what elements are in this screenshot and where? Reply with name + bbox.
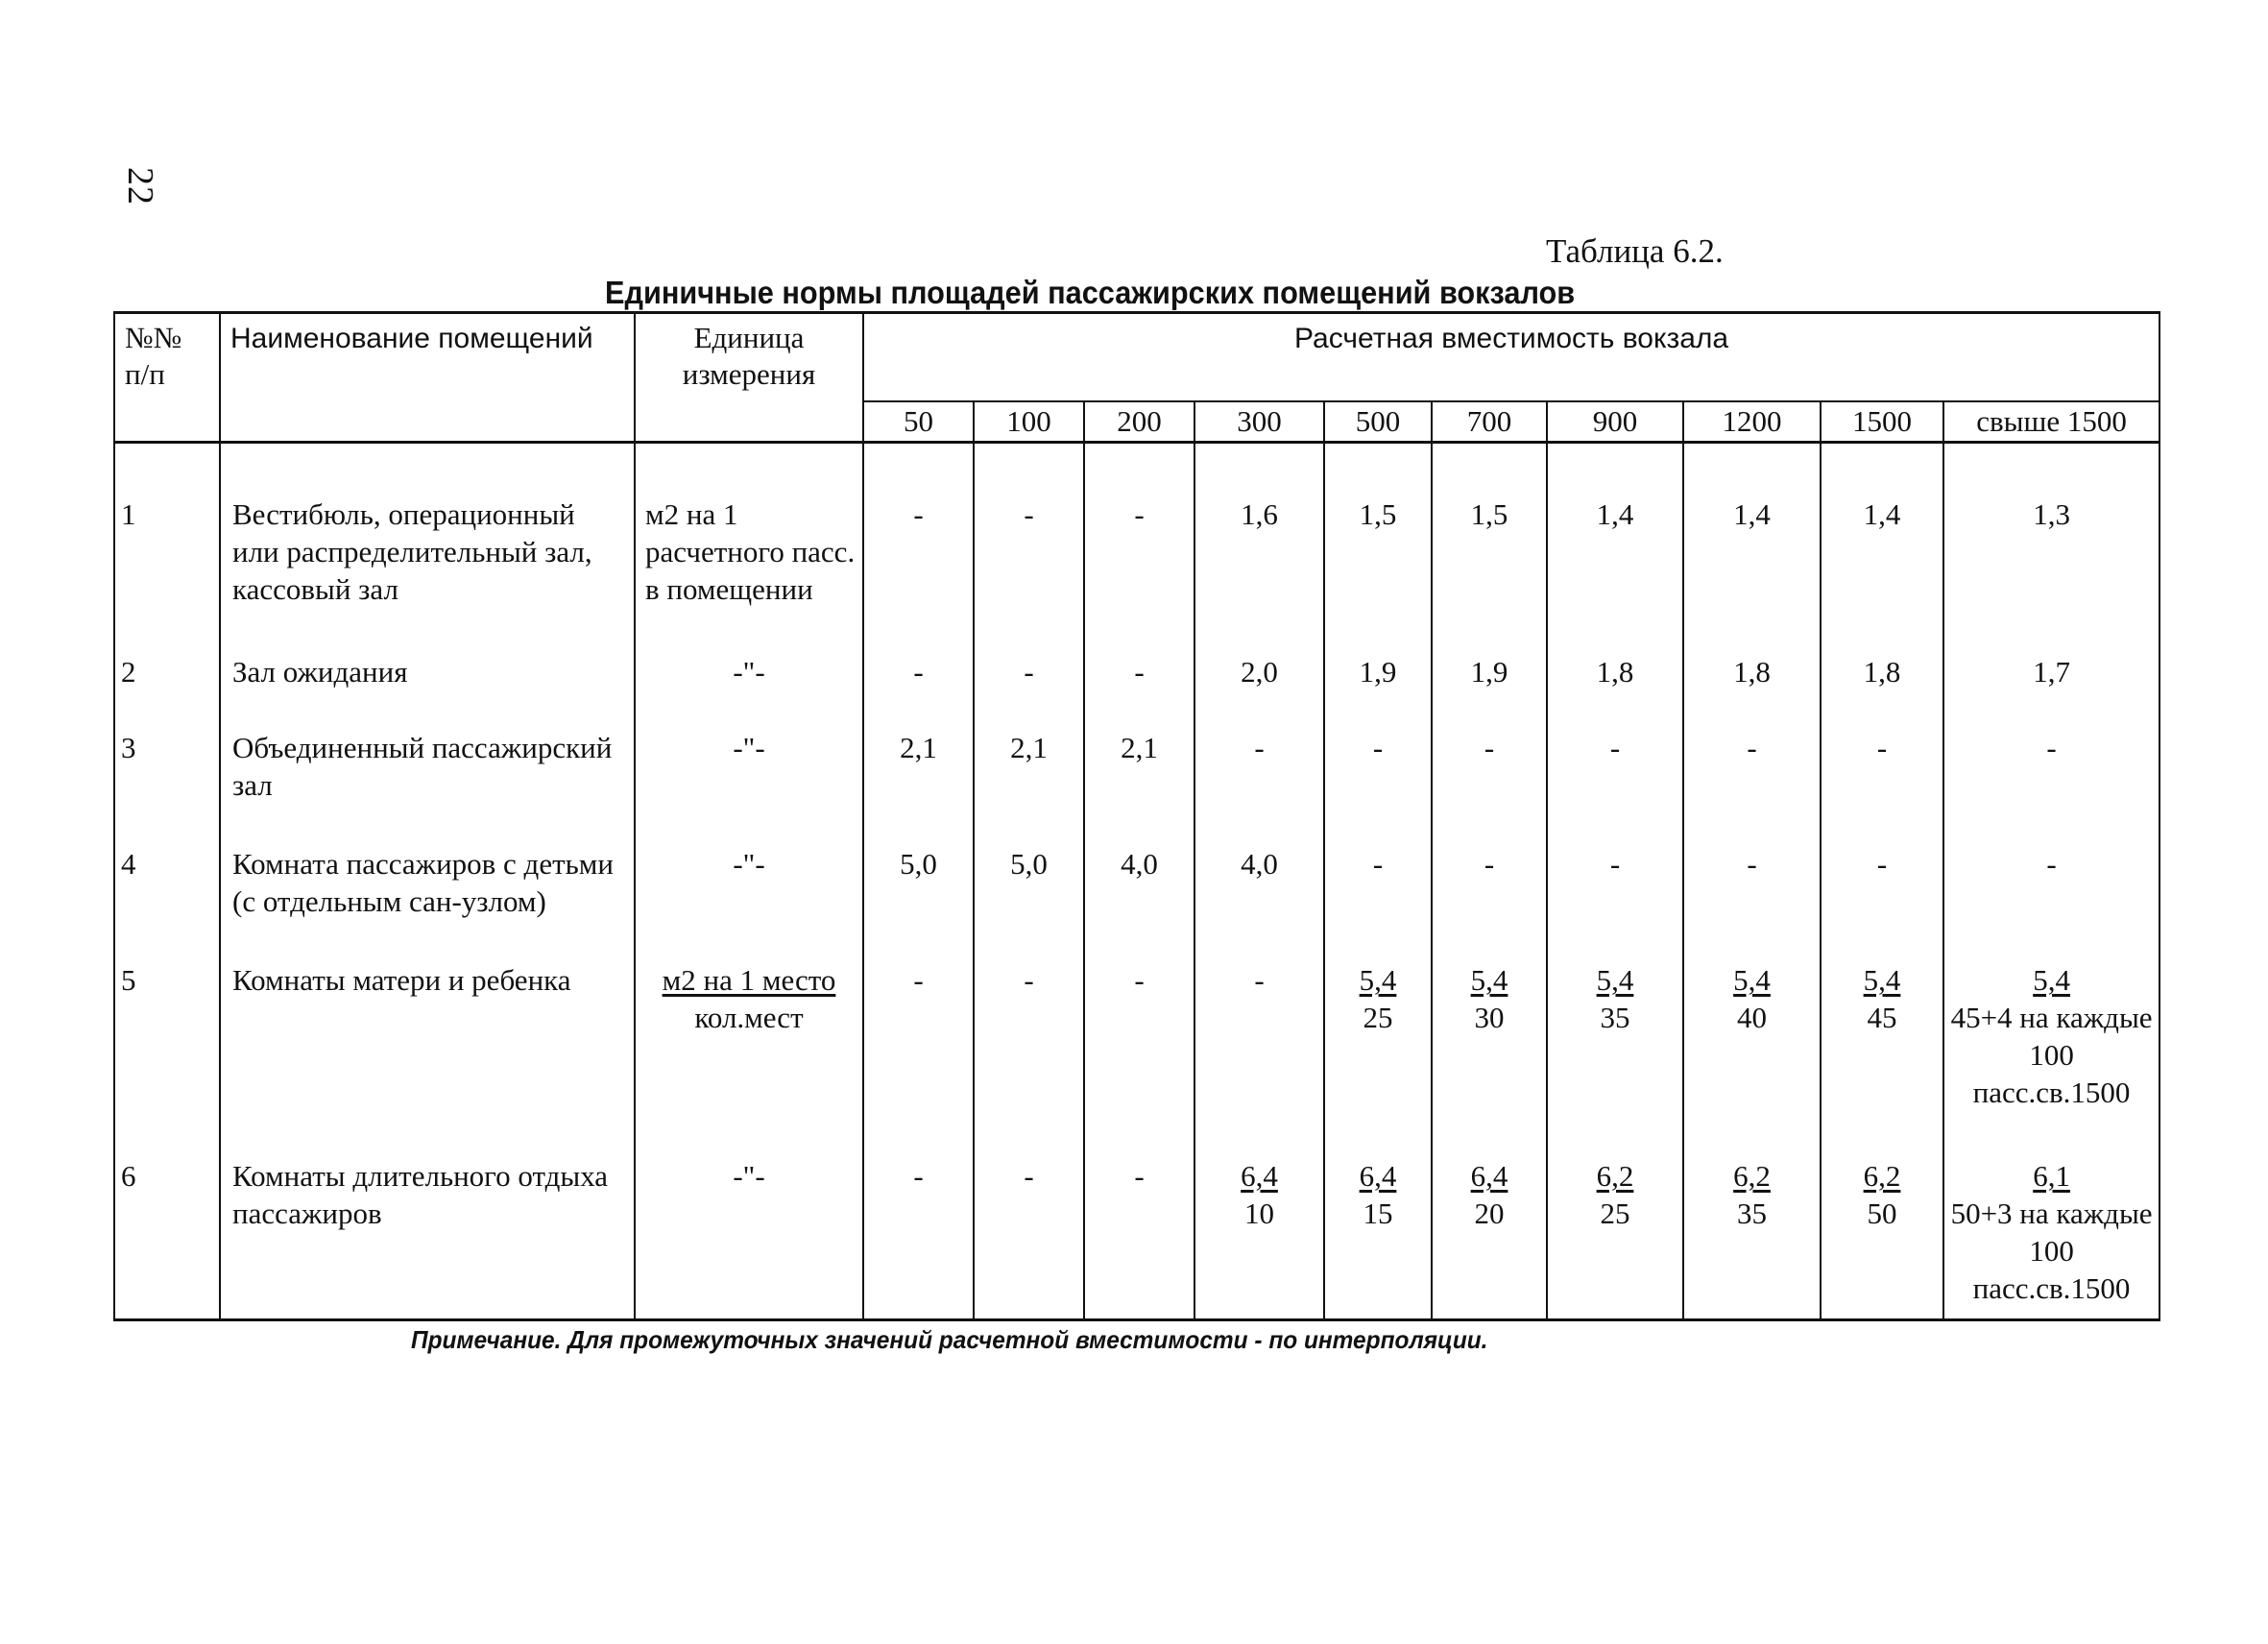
row-number: 1 — [114, 443, 220, 618]
header-capacity-value: 500 — [1324, 401, 1432, 443]
unit-cell: м2 на 1 расчетного пасс. в помещении — [635, 443, 863, 618]
table-row — [114, 927, 2159, 1123]
value-bottom: 20 — [1474, 1197, 1505, 1231]
value-cell: - — [1821, 810, 1943, 927]
value-cell: 1,9 — [1432, 618, 1547, 695]
table-row — [114, 443, 2159, 618]
value-top: 6,4 — [1241, 1159, 1278, 1194]
value-bottom: 25 — [1363, 1001, 1393, 1035]
room-name: Зал ожидания — [220, 618, 635, 695]
table-row — [114, 618, 2159, 695]
value-top: 5,4 — [1733, 963, 1771, 998]
unit-bottom: кол.мест — [694, 1001, 804, 1035]
value-cell: - — [1683, 810, 1821, 927]
header-num: №№ п/п — [114, 313, 220, 443]
value-cell: 1,4 — [1821, 443, 1943, 618]
value-cell: 4,0 — [1084, 810, 1194, 927]
value-cell: - — [1943, 694, 2159, 810]
value-cell: - — [974, 618, 1084, 695]
value-cell: - — [863, 443, 974, 618]
value-bottom: 50 — [1867, 1197, 1897, 1231]
value-cell: 1,8 — [1547, 618, 1683, 695]
value-top: 5,4 — [1863, 963, 1901, 998]
row-number: 2 — [114, 618, 220, 695]
value-cell: 2,1 — [863, 694, 974, 810]
table-row — [114, 694, 2159, 810]
header-capacity-value: свыше 1500 — [1943, 401, 2159, 443]
value-top: 6,2 — [1863, 1159, 1901, 1194]
room-name: Комнаты длительного отдыха пассажиров — [220, 1123, 635, 1319]
value-bottom: 35 — [1737, 1197, 1767, 1231]
value-top: 6,4 — [1470, 1159, 1508, 1194]
unit-top: м2 на 1 место — [662, 963, 836, 998]
value-top: 5,4 — [1470, 963, 1508, 998]
table-title: Единичные нормы площадей пассажирских помещений вокзалов — [605, 275, 1576, 310]
table-row — [114, 1123, 2159, 1319]
value-cell: - — [1084, 1123, 1194, 1319]
header-capacity-value: 700 — [1432, 401, 1547, 443]
value-top: 6,1 — [2033, 1159, 2070, 1194]
value-bottom: 30 — [1474, 1001, 1505, 1035]
header-capacity-value: 1500 — [1821, 401, 1943, 443]
value-cell — [1943, 927, 2159, 1123]
value-cell — [1324, 1123, 1432, 1319]
value-cell — [1194, 1123, 1324, 1319]
value-cell: 2,0 — [1194, 618, 1324, 695]
header-capacity-value: 300 — [1194, 401, 1324, 443]
value-cell: 2,1 — [1084, 694, 1194, 810]
header-capacity-value: 200 — [1084, 401, 1194, 443]
room-name: Объединенный пассажирский зал — [220, 694, 635, 810]
value-cell: 1,6 — [1194, 443, 1324, 618]
header-capacity-value: 100 — [974, 401, 1084, 443]
value-cell: - — [1084, 443, 1194, 618]
value-cell — [1943, 1123, 2159, 1319]
value-top: 5,4 — [1359, 963, 1397, 998]
row-number: 5 — [114, 927, 220, 1123]
room-name: Комнаты матери и ребенка — [220, 927, 635, 1123]
value-cell: - — [1547, 810, 1683, 927]
value-cell: 2,1 — [974, 694, 1084, 810]
room-name: Вестибюль, операционный или распределительный зал, кассовый зал — [220, 443, 635, 618]
value-cell: - — [1547, 694, 1683, 810]
value-cell: - — [974, 1123, 1084, 1319]
value-cell: - — [863, 1123, 974, 1319]
value-cell: - — [863, 618, 974, 695]
value-top: 6,2 — [1596, 1159, 1634, 1194]
value-cell: - — [1194, 694, 1324, 810]
value-cell: - — [1821, 694, 1943, 810]
value-bottom: 45 — [1867, 1001, 1897, 1035]
table-note: Примечание. Для промежуточных значений расчетной вместимости - по интерполяции. — [411, 1325, 1488, 1354]
value-cell — [1432, 927, 1547, 1123]
value-bottom: 15 — [1363, 1197, 1393, 1231]
value-top: 6,4 — [1359, 1159, 1397, 1194]
header-unit: Единица измерения — [635, 313, 863, 443]
table-row — [114, 810, 2159, 927]
value-cell — [1324, 927, 1432, 1123]
room-name: Комната пассажиров с детьми (с отдельным сан-узлом) — [220, 810, 635, 927]
value-cell — [1821, 927, 1943, 1123]
value-cell: 5,0 — [974, 810, 1084, 927]
row-number: 4 — [114, 810, 220, 927]
value-cell: 1,7 — [1943, 618, 2159, 695]
value-cell: - — [974, 443, 1084, 618]
unit-cell: -"- — [635, 810, 863, 927]
value-cell: - — [1084, 618, 1194, 695]
row-number: 3 — [114, 694, 220, 810]
value-cell — [1547, 927, 1683, 1123]
unit-cell: -"- — [635, 694, 863, 810]
value-bottom: 10 — [1244, 1197, 1274, 1231]
row-number: 6 — [114, 1123, 220, 1319]
value-cell — [1547, 1123, 1683, 1319]
value-cell — [1432, 1123, 1547, 1319]
value-cell: - — [1324, 810, 1432, 927]
value-top: 6,2 — [1733, 1159, 1771, 1194]
value-cell: 1,8 — [1821, 618, 1943, 695]
header-name: Наименование помещений — [220, 313, 635, 443]
value-cell: - — [863, 927, 974, 1123]
value-cell — [1683, 927, 1821, 1123]
header-capacity: Расчетная вместимость вокзала — [863, 313, 2159, 402]
value-cell: - — [1084, 927, 1194, 1123]
value-cell: 1,3 — [1943, 443, 2159, 618]
value-cell: 1,5 — [1324, 443, 1432, 618]
value-top: 5,4 — [1596, 963, 1634, 998]
page-number: 22 — [120, 167, 160, 206]
value-cell: - — [1432, 694, 1547, 810]
value-cell: 1,5 — [1432, 443, 1547, 618]
value-cell — [1821, 1123, 1943, 1319]
header-capacity-value: 900 — [1547, 401, 1683, 443]
value-cell: 5,0 — [863, 810, 974, 927]
unit-cell: -"- — [635, 1123, 863, 1319]
value-bottom: 50+3 на каждые 100 пасс.св.1500 — [1950, 1197, 2153, 1306]
value-bottom: 25 — [1600, 1197, 1630, 1231]
value-top: 5,4 — [2033, 963, 2070, 998]
value-cell — [1683, 1123, 1821, 1319]
value-cell: - — [1194, 927, 1324, 1123]
unit-cell: -"- — [635, 618, 863, 695]
value-cell: - — [1683, 694, 1821, 810]
table-label: Таблица 6.2. — [1546, 232, 1724, 270]
value-cell: 1,8 — [1683, 618, 1821, 695]
value-cell: - — [1432, 810, 1547, 927]
header-capacity-value: 50 — [863, 401, 974, 443]
header-capacity-value: 1200 — [1683, 401, 1821, 443]
value-cell: - — [1324, 694, 1432, 810]
unit-cell — [635, 927, 863, 1123]
value-bottom: 40 — [1737, 1001, 1767, 1035]
value-bottom: 35 — [1600, 1001, 1630, 1035]
value-cell: 4,0 — [1194, 810, 1324, 927]
value-cell: 1,4 — [1547, 443, 1683, 618]
value-cell: 1,9 — [1324, 618, 1432, 695]
value-cell: - — [1943, 810, 2159, 927]
value-bottom: 45+4 на каждые 100 пасс.св.1500 — [1950, 1001, 2153, 1110]
norms-table — [113, 311, 2160, 1321]
value-cell: 1,4 — [1683, 443, 1821, 618]
value-cell: - — [974, 927, 1084, 1123]
